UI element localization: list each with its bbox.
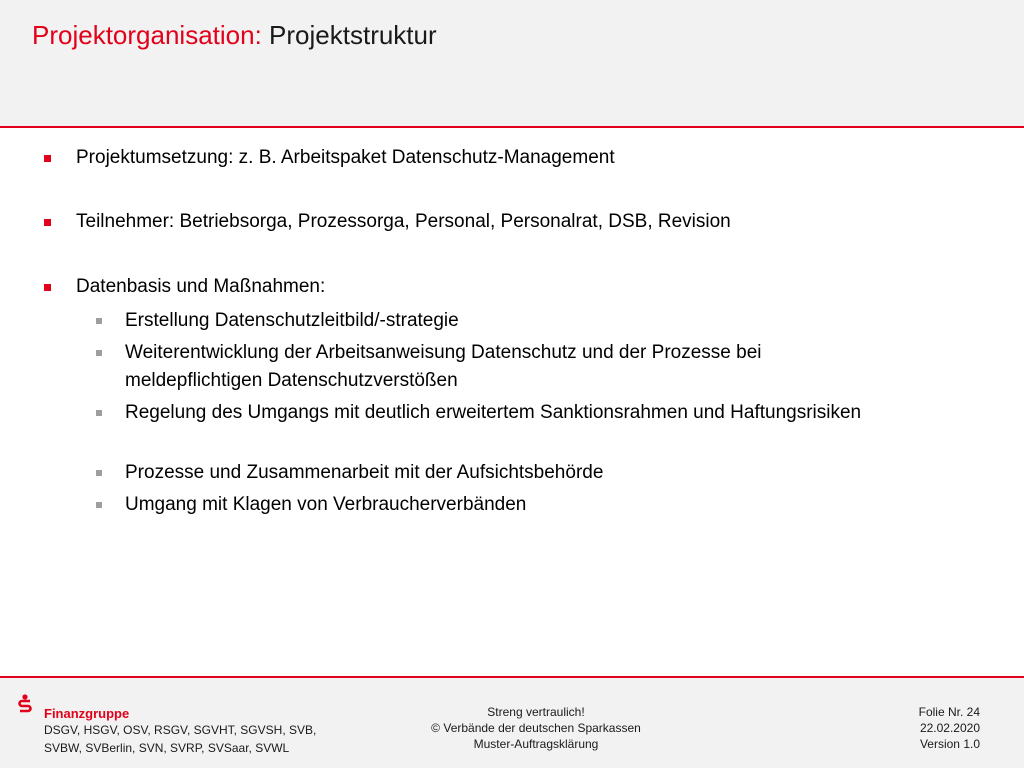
bullet-item: Projektumsetzung: z. B. Arbeitspaket Datenschutz-Management: [76, 147, 615, 168]
bullet-item: Datenbasis und Maßnahmen:: [76, 276, 326, 297]
sub-bullet-item: Weiterentwicklung der Arbeitsanweisung Datenschutz und der Prozesse bei meldepflichtigen Datenschutzverstößen: [125, 342, 762, 391]
sub-bullet-item: Prozesse und Zusammenarbeit mit der Aufsichtsbehörde: [125, 462, 604, 483]
square-bullet-icon: [44, 219, 51, 226]
slide-version: Version 1.0: [919, 737, 980, 751]
copyright-note: © Verbände der deutschen Sparkassen: [431, 721, 641, 735]
sub-bullet-item: Umgang mit Klagen von Verbraucherverbänden: [125, 494, 527, 515]
title-main: Projektstruktur: [269, 20, 437, 50]
square-bullet-icon: [96, 502, 102, 508]
associations-list: [44, 721, 316, 757]
square-bullet-icon: [96, 470, 102, 476]
associations-line: DSGV, HSGV, OSV, RSGV, SGVHT, SGVSH, SVB,: [44, 723, 317, 737]
slide-number: Folie Nr. 24: [918, 705, 980, 719]
sparkasse-s-logo-icon: [18, 694, 32, 714]
associations-line: SVBW, SVBerlin, SVN, SVRP, SVSaar, SVWL: [44, 741, 290, 755]
document-name: Muster-Auftragsklärung: [473, 737, 599, 751]
title-prefix: Projektorganisation:: [32, 20, 262, 50]
square-bullet-icon: [44, 155, 51, 162]
sub-bullet-item: Regelung des Umgangs mit deutlich erweitertem Sanktionsrahmen und Haftungsrisiken: [125, 402, 862, 423]
square-bullet-icon: [96, 350, 102, 356]
brand-name: Finanzgruppe: [44, 706, 130, 721]
confidentiality-note: Streng vertraulich!: [487, 705, 585, 719]
bullet-item: Teilnehmer: Betriebsorga, Prozessorga, Personal, Personalrat, DSB, Revision: [76, 211, 731, 232]
footer-right-text: [919, 704, 980, 752]
square-bullet-icon: [96, 318, 102, 324]
slide-date: 22.02.2020: [919, 721, 980, 735]
square-bullet-icon: [96, 410, 102, 416]
footer-center-text: [386, 704, 686, 752]
square-bullet-icon: [44, 284, 51, 291]
sub-bullet-item: Erstellung Datenschutzleitbild/-strategie: [125, 310, 459, 331]
